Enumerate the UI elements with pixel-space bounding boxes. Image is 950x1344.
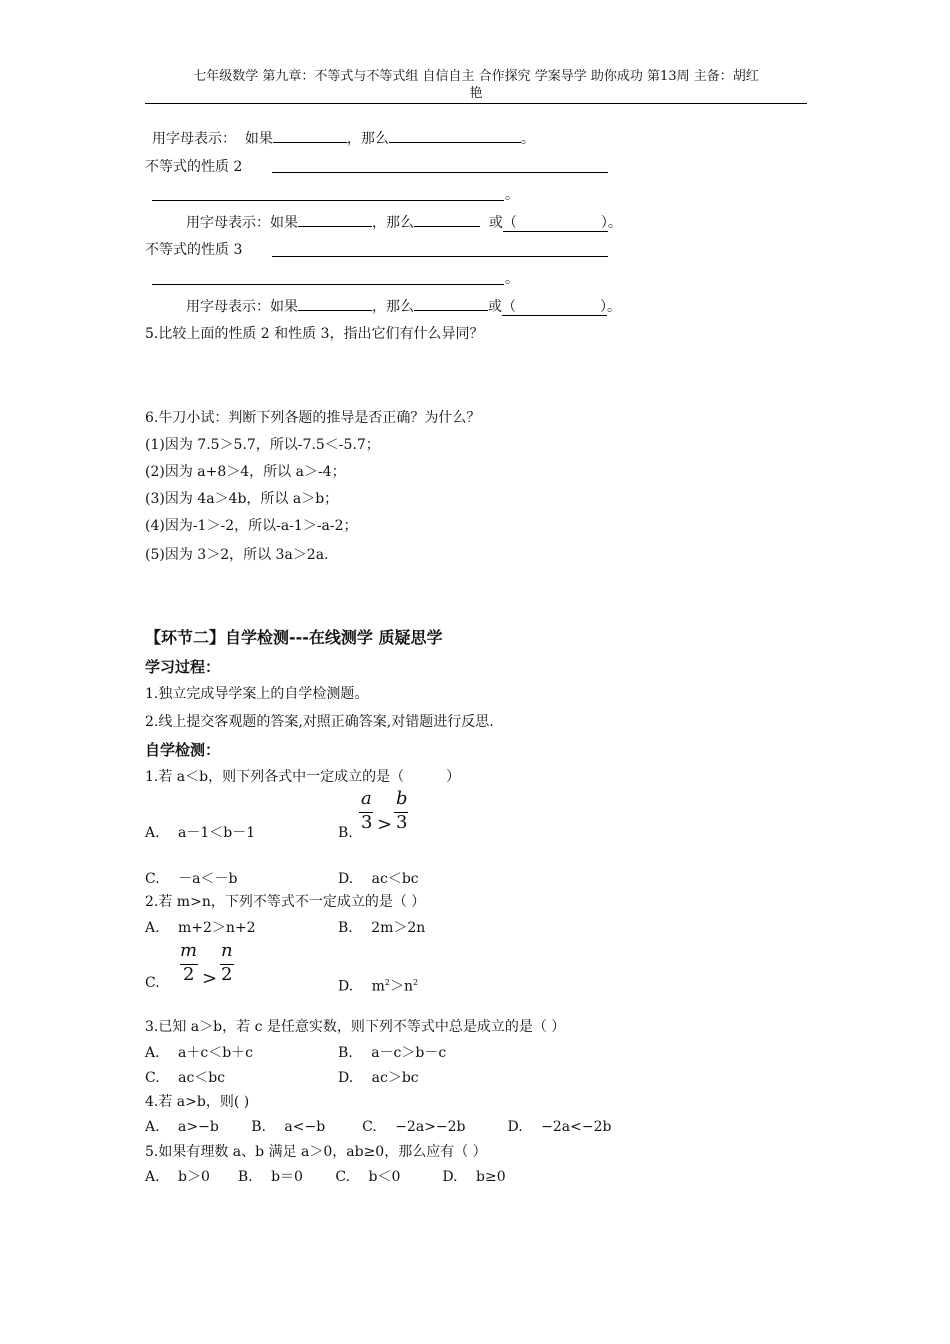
property2-title: 不等式的性质 2 — [145, 159, 243, 175]
list-item: (1)因为 7.5＞5.7，所以-7.5＜-5.7； — [145, 437, 380, 453]
quiz-q3-stem: 3.已知 a＞b，若 c 是任意实数，则下列不等式中总是成立的是（ ） — [145, 1019, 566, 1035]
quiz-q1-option-d: D. ac＜bc — [338, 871, 419, 887]
header-divider — [145, 103, 807, 104]
quiz-q1-option-c: C. －a＜－b — [145, 871, 238, 887]
quiz-q3-option-a: A. a＋c＜b＋c — [145, 1045, 254, 1061]
learning-process-label: 学习过程： — [145, 658, 221, 676]
quiz-q2-option-a: A. m+2＞n+2 — [145, 920, 256, 936]
property3-title: 不等式的性质 3 — [145, 242, 243, 258]
quiz-q3-option-b: B. a－c＞b－c — [338, 1045, 447, 1061]
header-line1: 七年级数学 第九章：不等式与不等式组 自信自主 合作探究 学案导学 助你成功 第13周 主备：胡红 — [193, 69, 759, 84]
property2-end: 。 — [505, 187, 519, 203]
quiz-q5-stem: 5.如果有理数 a、b 满足 a＞0，ab≥0，那么应有（ ） — [145, 1144, 487, 1160]
process-step: 1.独立完成导学案上的自学检测题。 — [145, 686, 369, 702]
quiz-q3-option-d: D. ac＞bc — [338, 1070, 419, 1086]
self-check-label: 自学检测： — [145, 741, 221, 759]
quiz-q1-option-b-label: B. — [338, 825, 353, 841]
blank[interactable] — [298, 212, 372, 227]
quiz-q2-option-c-label: C. — [145, 975, 160, 991]
blank-line[interactable] — [152, 284, 504, 285]
blank-parenthesis[interactable]: （ ） — [502, 215, 608, 231]
quiz-q2-option-b: B. 2m＞2n — [338, 920, 426, 936]
page-header — [145, 68, 807, 102]
quiz-q2-option-d: D. $m^2>n^2$ — [338, 978, 419, 995]
quiz-q5-options: A. b＞0 B. b＝0 C. b＜0 D. b≥0 — [145, 1169, 506, 1185]
list-item: (2)因为 a+8＞4，所以 a＞-4； — [145, 464, 346, 480]
property1-letter-form: 用字母表示： 如果 ，那么 。 — [152, 128, 535, 149]
quiz-q2-option-c-fraction: m 2 > n 2 — [180, 940, 233, 989]
blank[interactable] — [298, 296, 372, 311]
blank[interactable] — [273, 128, 347, 143]
blank-parenthesis[interactable]: （ ） — [502, 299, 607, 315]
quiz-q4-stem: 4.若 a>b，则( ) — [145, 1094, 250, 1110]
quiz-q1-stem: 1.若 a＜b，则下列各式中一定成立的是（ ） — [145, 769, 461, 785]
quiz-q1-option-a: A. a－1＜b－1 — [145, 825, 256, 841]
section2-title: 【环节二】自学检测---在线测学 质疑思学 — [145, 628, 443, 647]
quiz-q2-stem: 2.若 m>n，下列不等式不一定成立的是（ ） — [145, 894, 426, 910]
quiz-q3-option-c: C. ac＜bc — [145, 1070, 226, 1086]
question-5: 5.比较上面的性质 2 和性质 3，指出它们有什么异同？ — [145, 326, 484, 342]
list-item: (4)因为-1＞-2，所以-a-1＞-a-2； — [145, 518, 358, 534]
quiz-q1-option-b-fraction: a 3 > b 3 — [361, 788, 408, 835]
blank-line[interactable] — [272, 256, 608, 257]
property2-letter-form: 用字母表示：如果 ，那么 或（ ）。 — [186, 212, 622, 233]
property3-end: 。 — [505, 271, 519, 287]
list-item: (5)因为 3＞2，所以 3a＞2a. — [145, 547, 329, 563]
blank[interactable] — [414, 296, 488, 311]
property3-letter-form: 用字母表示：如果 ，那么 或（ ）。 — [186, 296, 621, 317]
header-line2: 艳 — [469, 86, 483, 101]
question-6-title: 6.牛刀小试：判断下列各题的推导是否正确？为什么？ — [145, 410, 481, 426]
blank-line[interactable] — [272, 172, 608, 173]
process-step: 2.线上提交客观题的答案,对照正确答案,对错题进行反思. — [145, 714, 494, 730]
quiz-q4-options: A. a>−b B. a<−b C. −2a>−2b D. −2a<−2b — [145, 1119, 612, 1135]
blank-line[interactable] — [152, 200, 504, 201]
blank[interactable] — [389, 128, 521, 143]
list-item: (3)因为 4a＞4b，所以 a＞b； — [145, 491, 339, 507]
blank[interactable] — [414, 212, 480, 227]
